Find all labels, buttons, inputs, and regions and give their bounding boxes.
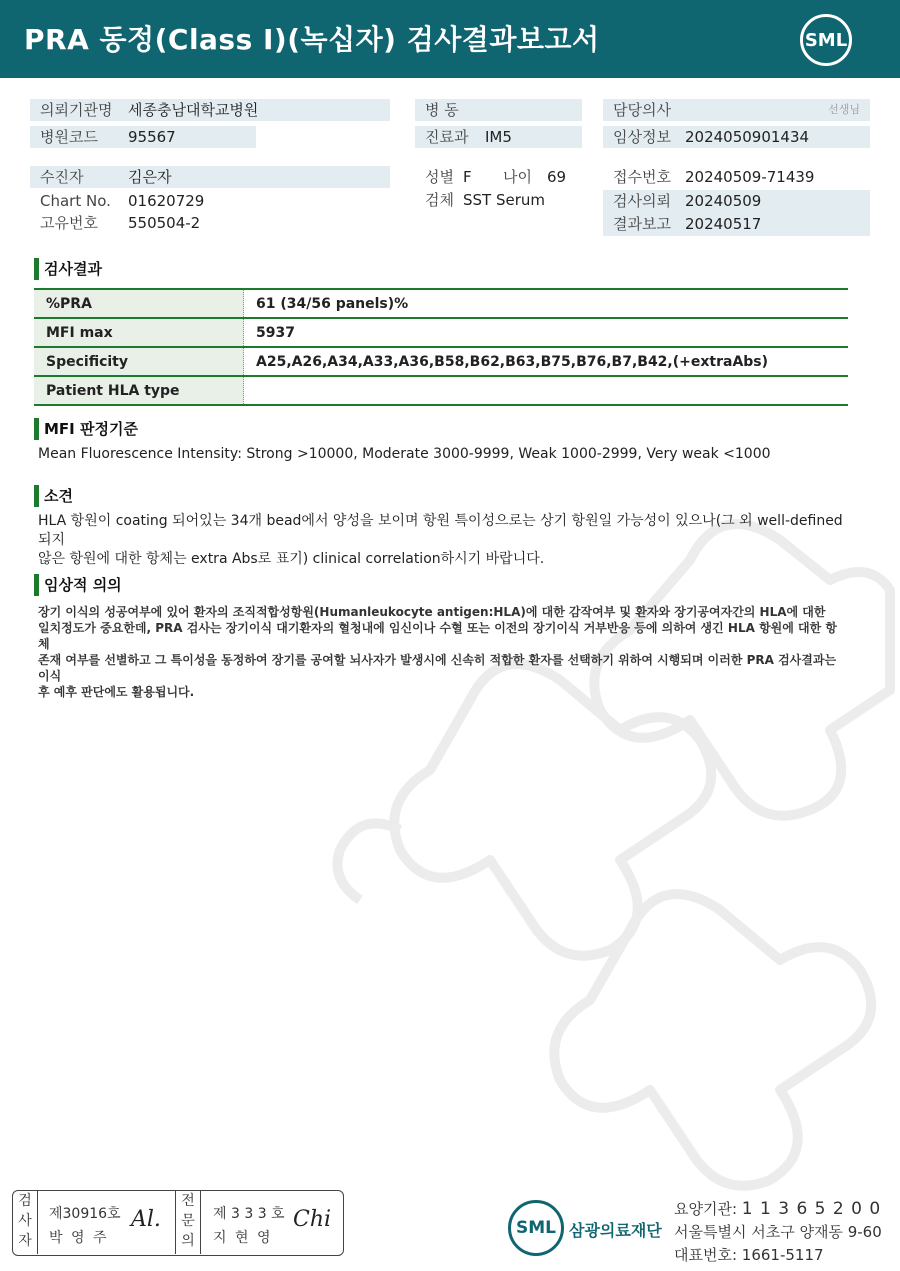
result-value: 5937 [244,318,849,347]
specimen-value: SST Serum [463,191,546,209]
sex-age-field: 성별 F 나이 69 [425,168,567,186]
unique-no-field: 고유번호 550504-2 [40,214,201,232]
specialist-name: 지 현 영 [213,1230,273,1246]
department-value: IM5 [485,128,512,146]
tester-name: 박 영 주 [49,1230,109,1246]
ward-field: 병 동 [415,99,582,121]
clinical-text: 장기 이식의 성공여부에 있어 환자의 조직적합성항원(Humanleukocyte antigen:HLA)에 대한 감작여부 및 환자와 장기공여자간의 HLA에 대한 일치정도가 중요한데, PRA 검사는 장기이식 대기환자의 혈청내에 임신이나 수혈 또는 이전의 장기이식 거부반응 등에 의하여 생긴 HLA 항원에 대한 항체 존재 여부를 선별하고 그 특이성을 동정하여 장기를 공여할 뇌사자가 발생시에 신속히 적합한 환자를 선택하기 위하여 시행되며 이러한 PRA 검사결과는 이식 후 예후 판단에도 활용됩니다. [38,605,837,699]
tester-license-no: 제30916호 [49,1206,121,1222]
opinion-text: HLA 항원이 coating 되어있는 34개 bead에서 양성을 보이며 항원 특이성으로는 상기 항원일 가능성이 있으나(그 외 well-defined 되지 않은 항원에 대한 항체는 extra Abs로 표기) clinical correlation하시기 바랍니다. [38,513,843,567]
request-date-value: 20240509 [685,192,762,210]
result-value: A25,A26,A34,A33,A36,B58,B62,B63,B75,B76,B7,B42,(+extraAbs) [244,347,849,376]
result-key: Specificity [34,347,244,376]
department-field: 진료과 IM5 [415,126,582,148]
receipt-field: 접수번호 20240509-71439 [613,168,815,186]
report-date-value: 20240517 [685,215,762,233]
clinical-info-field: 임상정보 2024050901434 [603,126,870,148]
result-key: %PRA [34,289,244,318]
hospital-code-field: 병원코드 95567 [30,126,256,148]
report-title: PRA 동정(Class I)(녹십자) 검사결과보고서 [24,23,600,56]
institution-field: 의뢰기관명 세종충남대학교병원 [30,99,390,121]
footer-sml-logo-icon: SML [508,1200,564,1256]
result-value: 61 (34/56 panels)% [244,289,849,318]
footer-care-code: 요양기관: 1 1 3 6 5 2 0 0 [674,1199,882,1219]
clinical-section-title: 임상적 의의 [34,574,122,596]
patient-value: 김은자 [128,168,172,186]
report-header [0,0,900,78]
mfi-section-title: MFI 판정기준 [34,418,138,440]
mfi-text: Mean Fluorescence Intensity: Strong >10000, Moderate 3000-9999, Weak 1000-2999, Very weak <1000 [38,446,771,462]
hospital-code-value: 95567 [128,128,176,146]
signature-box [12,1190,344,1256]
chart-value: 01620729 [128,192,205,210]
tester-signature: Al. [131,1207,161,1232]
specimen-field: 검체 SST Serum [425,191,546,209]
institution-value: 세종충남대학교병원 [128,101,259,119]
specialist-signature: Chi [293,1207,332,1232]
tester-label: 검 사 자 [13,1191,38,1254]
sex-value: F [463,168,472,186]
table-row [34,318,848,347]
specialist-label: 전 문 의 [175,1191,201,1254]
footer-org-name: 삼광의료재단 [569,1221,662,1240]
opinion-section-title: 소견 [34,485,73,507]
doctor-field: 담당의사 선생님 [603,99,870,121]
result-key: MFI max [34,318,244,347]
footer-phone: 대표번호: 1661-5117 [674,1246,824,1264]
table-row [34,289,848,318]
patient-field: 수진자 김은자 [30,166,390,188]
clinical-info-value: 2024050901434 [685,128,810,146]
sml-logo-icon: SML [800,14,852,66]
footer-address: 서울특별시 서초구 양재동 9-60 [674,1223,882,1241]
unique-no-value: 550504-2 [128,214,201,232]
age-value: 69 [547,168,567,186]
dates-field: 검사의뢰 20240509 결과보고 20240517 [603,190,870,236]
result-value [244,376,849,405]
receipt-value: 20240509-71439 [685,168,815,186]
chart-field: Chart No. 01620729 [40,192,205,210]
table-row [34,376,848,405]
result-key: Patient HLA type [34,376,244,405]
results-section-title: 검사결과 [34,258,102,280]
table-row [34,347,848,376]
results-table [34,288,848,406]
specialist-license-no: 제 3 3 3 호 [213,1206,285,1222]
